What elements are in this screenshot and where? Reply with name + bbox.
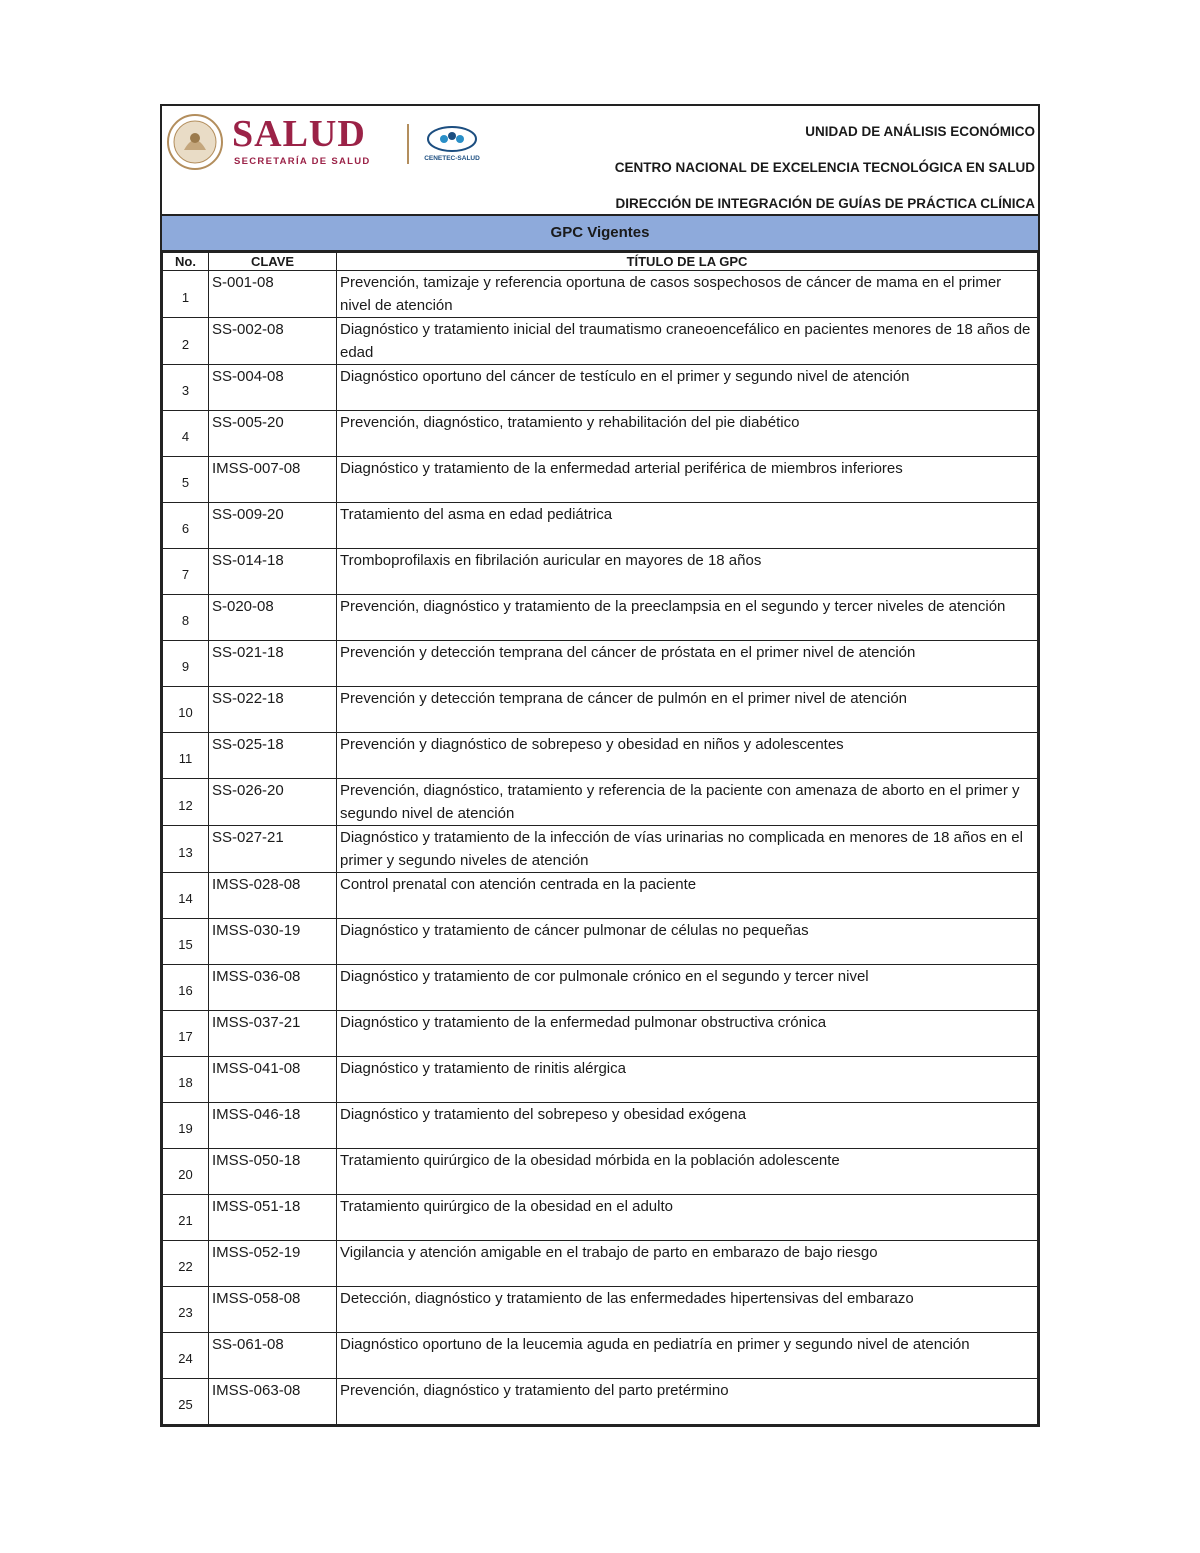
table-row <box>163 318 1038 365</box>
row-number: 18 <box>163 1057 209 1103</box>
row-titulo: Diagnóstico oportuno del cáncer de testículo en el primer y segundo nivel de atención <box>337 365 1038 411</box>
row-titulo: Tratamiento quirúrgico de la obesidad mórbida en la población adolescente <box>337 1149 1038 1195</box>
row-titulo: Diagnóstico y tratamiento inicial del traumatismo craneoencefálico en pacientes menores de 18 años de edad <box>337 318 1038 365</box>
row-clave: SS-014-18 <box>209 549 337 595</box>
row-titulo: Prevención y detección temprana de cáncer de pulmón en el primer nivel de atención <box>337 687 1038 733</box>
table-row <box>163 687 1038 733</box>
table-row <box>163 641 1038 687</box>
table-row <box>163 1333 1038 1379</box>
table-row <box>163 503 1038 549</box>
row-clave: IMSS-037-21 <box>209 1011 337 1057</box>
secretaria-wordmark: SECRETARÍA DE SALUD <box>234 156 371 167</box>
table-row <box>163 1149 1038 1195</box>
row-clave: IMSS-041-08 <box>209 1057 337 1103</box>
header-line-direccion: DIRECCIÓN DE INTEGRACIÓN DE GUÍAS DE PRÁCTICA CLÍNICA <box>615 196 1035 211</box>
row-titulo: Tratamiento del asma en edad pediátrica <box>337 503 1038 549</box>
row-number: 17 <box>163 1011 209 1057</box>
gpc-table <box>162 252 1038 1425</box>
row-number: 23 <box>163 1287 209 1333</box>
header-line-centro: CENTRO NACIONAL DE EXCELENCIA TECNOLÓGICA EN SALUD <box>614 160 1035 175</box>
cenetec-label: CENETEC-SALUD <box>424 155 480 162</box>
row-titulo: Prevención y detección temprana del cáncer de próstata en el primer nivel de atención <box>337 641 1038 687</box>
row-clave: SS-021-18 <box>209 641 337 687</box>
row-clave: SS-022-18 <box>209 687 337 733</box>
table-row <box>163 1195 1038 1241</box>
table-row <box>163 1011 1038 1057</box>
row-number: 6 <box>163 503 209 549</box>
row-clave: SS-004-08 <box>209 365 337 411</box>
table-row <box>163 826 1038 873</box>
row-clave: S-001-08 <box>209 271 337 318</box>
salud-wordmark: SALUD <box>232 113 366 155</box>
table-row <box>163 365 1038 411</box>
row-clave: SS-005-20 <box>209 411 337 457</box>
table-row <box>163 779 1038 826</box>
table-row <box>163 1103 1038 1149</box>
row-clave: SS-002-08 <box>209 318 337 365</box>
table-header-row <box>163 253 1038 271</box>
row-number: 3 <box>163 365 209 411</box>
table-row <box>163 1379 1038 1425</box>
table-title-bar: GPC Vigentes <box>162 216 1038 252</box>
row-number: 13 <box>163 826 209 873</box>
row-titulo: Detección, diagnóstico y tratamiento de las enfermedades hipertensivas del embarazo <box>337 1287 1038 1333</box>
row-clave: IMSS-063-08 <box>209 1379 337 1425</box>
row-clave: IMSS-058-08 <box>209 1287 337 1333</box>
row-titulo: Diagnóstico y tratamiento de la enfermedad pulmonar obstructiva crónica <box>337 1011 1038 1057</box>
row-clave: SS-061-08 <box>209 1333 337 1379</box>
row-titulo: Control prenatal con atención centrada en la paciente <box>337 873 1038 919</box>
table-row <box>163 271 1038 318</box>
row-clave: IMSS-007-08 <box>209 457 337 503</box>
column-header-clave: CLAVE <box>209 253 337 271</box>
row-titulo: Diagnóstico oportuno de la leucemia aguda en pediatría en primer y segundo nivel de atención <box>337 1333 1038 1379</box>
row-number: 21 <box>163 1195 209 1241</box>
row-titulo: Prevención, diagnóstico, tratamiento y rehabilitación del pie diabético <box>337 411 1038 457</box>
row-number: 16 <box>163 965 209 1011</box>
row-number: 1 <box>163 271 209 318</box>
row-clave: IMSS-050-18 <box>209 1149 337 1195</box>
table-row <box>163 1241 1038 1287</box>
table-row <box>163 595 1038 641</box>
row-titulo: Tromboprofilaxis en fibrilación auricular en mayores de 18 años <box>337 549 1038 595</box>
table-row <box>163 549 1038 595</box>
row-clave: IMSS-028-08 <box>209 873 337 919</box>
row-titulo: Prevención, tamizaje y referencia oportuna de casos sospechosos de cáncer de mama en el primer nivel de atención <box>337 271 1038 318</box>
national-seal-icon <box>164 112 226 172</box>
table-row <box>163 1057 1038 1103</box>
row-clave: SS-026-20 <box>209 779 337 826</box>
row-number: 14 <box>163 873 209 919</box>
row-titulo: Diagnóstico y tratamiento de rinitis alérgica <box>337 1057 1038 1103</box>
row-number: 24 <box>163 1333 209 1379</box>
table-row <box>163 457 1038 503</box>
row-titulo: Diagnóstico y tratamiento del sobrepeso y obesidad exógena <box>337 1103 1038 1149</box>
row-number: 5 <box>163 457 209 503</box>
column-header-no: No. <box>163 253 209 271</box>
logo-divider <box>407 124 409 164</box>
table-row <box>163 873 1038 919</box>
row-clave: S-020-08 <box>209 595 337 641</box>
row-titulo: Diagnóstico y tratamiento de cáncer pulmonar de células no pequeñas <box>337 919 1038 965</box>
document-header <box>162 106 1038 216</box>
row-titulo: Prevención, diagnóstico y tratamiento de la preeclampsia en el segundo y tercer niveles de atención <box>337 595 1038 641</box>
row-titulo: Tratamiento quirúrgico de la obesidad en el adulto <box>337 1195 1038 1241</box>
cenetec-logo-icon <box>422 122 482 156</box>
header-org-lines <box>615 114 1035 222</box>
row-titulo: Diagnóstico y tratamiento de la infección de vías urinarias no complicada en menores de 18 años en el primer y segundo niveles de atención <box>337 826 1038 873</box>
table-row <box>163 733 1038 779</box>
row-number: 11 <box>163 733 209 779</box>
row-number: 15 <box>163 919 209 965</box>
row-number: 7 <box>163 549 209 595</box>
row-titulo: Prevención y diagnóstico de sobrepeso y obesidad en niños y adolescentes <box>337 733 1038 779</box>
row-titulo: Diagnóstico y tratamiento de cor pulmonale crónico en el segundo y tercer nivel <box>337 965 1038 1011</box>
row-clave: SS-025-18 <box>209 733 337 779</box>
table-row <box>163 1287 1038 1333</box>
document-sheet <box>160 104 1040 1427</box>
row-number: 9 <box>163 641 209 687</box>
row-clave: IMSS-036-08 <box>209 965 337 1011</box>
row-number: 10 <box>163 687 209 733</box>
row-clave: SS-027-21 <box>209 826 337 873</box>
salud-logo <box>164 112 484 172</box>
row-number: 20 <box>163 1149 209 1195</box>
row-number: 8 <box>163 595 209 641</box>
row-clave: IMSS-030-19 <box>209 919 337 965</box>
row-number: 12 <box>163 779 209 826</box>
table-row <box>163 965 1038 1011</box>
header-line-unidad: UNIDAD DE ANÁLISIS ECONÓMICO <box>805 124 1035 139</box>
row-number: 2 <box>163 318 209 365</box>
row-number: 19 <box>163 1103 209 1149</box>
row-titulo: Prevención, diagnóstico y tratamiento del parto pretérmino <box>337 1379 1038 1425</box>
row-clave: IMSS-046-18 <box>209 1103 337 1149</box>
row-titulo: Diagnóstico y tratamiento de la enfermedad arterial periférica de miembros inferiores <box>337 457 1038 503</box>
row-titulo: Vigilancia y atención amigable en el trabajo de parto en embarazo de bajo riesgo <box>337 1241 1038 1287</box>
row-number: 25 <box>163 1379 209 1425</box>
row-titulo: Prevención, diagnóstico, tratamiento y referencia de la paciente con amenaza de aborto en el primer y segundo nivel de atención <box>337 779 1038 826</box>
row-number: 4 <box>163 411 209 457</box>
row-clave: IMSS-051-18 <box>209 1195 337 1241</box>
row-clave: IMSS-052-19 <box>209 1241 337 1287</box>
column-header-titulo: TÍTULO DE LA GPC <box>337 253 1038 271</box>
row-number: 22 <box>163 1241 209 1287</box>
table-row <box>163 411 1038 457</box>
row-clave: SS-009-20 <box>209 503 337 549</box>
table-row <box>163 919 1038 965</box>
